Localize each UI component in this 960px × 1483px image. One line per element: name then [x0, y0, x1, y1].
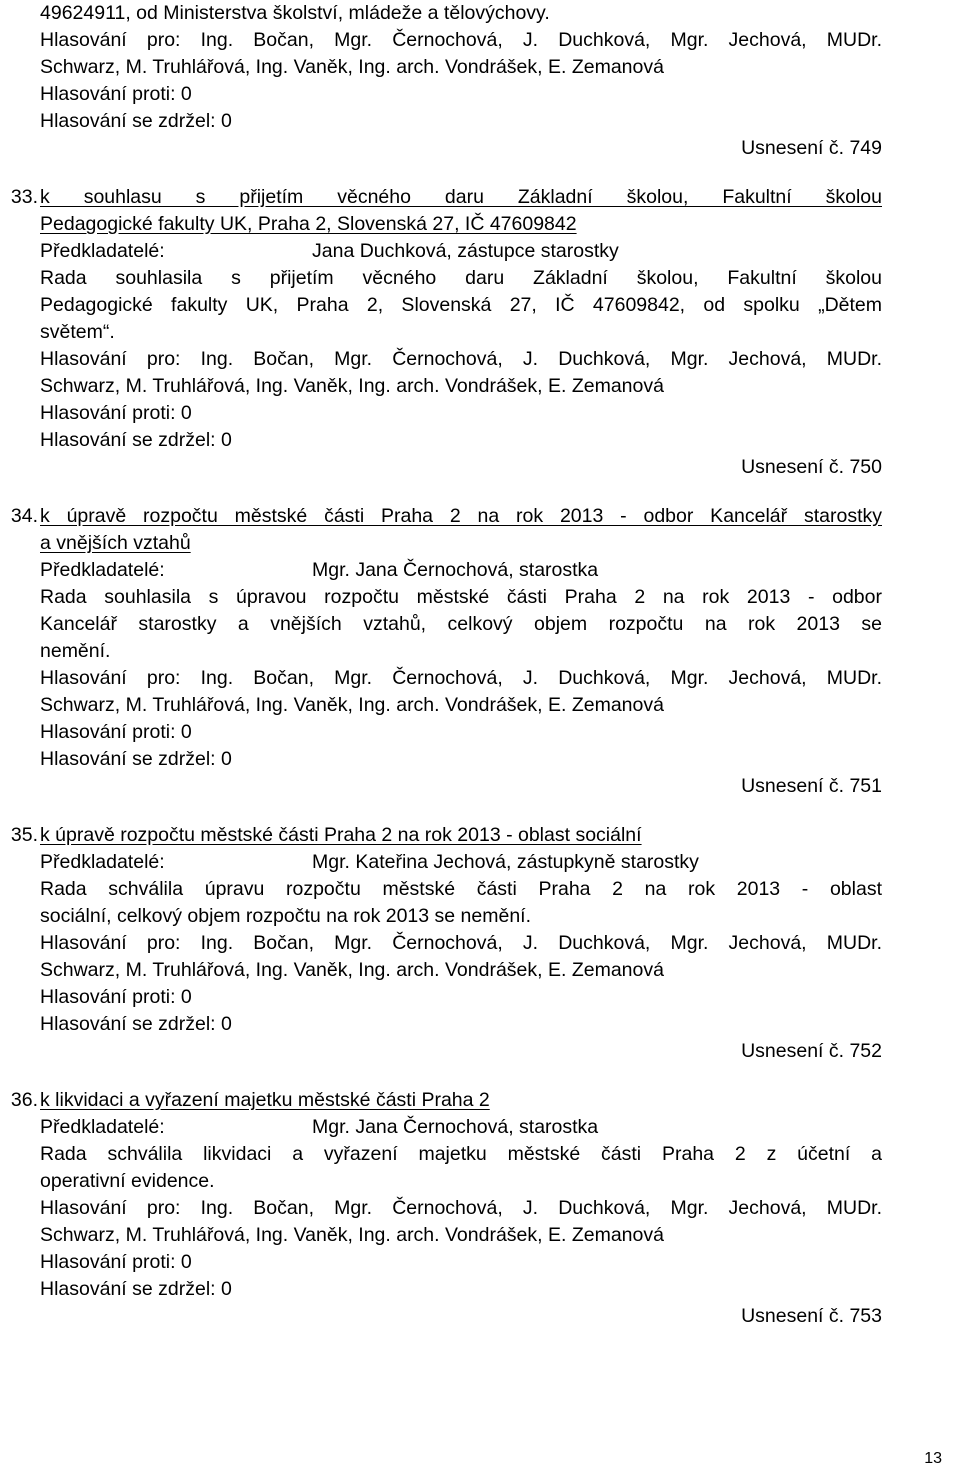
votes-abstained: Hlasování se zdržel: 0: [40, 748, 232, 770]
item-title-line: k úpravě rozpočtu městské části Praha 2 na rok 2013 - odbor Kancelář starostky: [40, 505, 882, 527]
resolution-number: Usnesení č. 750: [741, 456, 882, 478]
resolution-number: Usnesení č. 752: [741, 1040, 882, 1062]
resolution-number: Usnesení č. 749: [741, 137, 882, 159]
votes-for-line-1: Hlasování pro: Ing. Bočan, Mgr. Černochová, J. Duchková, Mgr. Jechová, MUDr.: [40, 29, 882, 51]
item-number: 33.: [10, 186, 38, 208]
presenter-line: [40, 557, 882, 584]
votes-for-line-1: Hlasování pro: Ing. Bočan, Mgr. Černochová, J. Duchková, Mgr. Jechová, MUDr.: [40, 932, 882, 954]
body-line: světem“.: [40, 321, 115, 343]
votes-for-line-2: Schwarz, M. Truhlářová, Ing. Vaněk, Ing. arch. Vondrášek, E. Zemanová: [40, 56, 664, 78]
item-title-line: a vnějších vztahů: [40, 532, 191, 554]
item-number: 36.: [10, 1089, 38, 1111]
presenter-name: Mgr. Jana Černochová, starostka: [312, 559, 599, 581]
votes-against: Hlasování proti: 0: [40, 1251, 192, 1273]
presenter-label: Předkladatelé:: [40, 1116, 165, 1138]
votes-abstained: Hlasování se zdržel: 0: [40, 1013, 232, 1035]
presenter-line: [40, 849, 882, 876]
continuation-line: 49624911, od Ministerstva školství, mládeže a tělovýchovy.: [40, 2, 550, 24]
votes-for-line-2: Schwarz, M. Truhlářová, Ing. Vaněk, Ing. arch. Vondrášek, E. Zemanová: [40, 959, 664, 981]
item-number: 34.: [10, 505, 38, 527]
page-number: 13: [924, 1450, 942, 1467]
body-line: Rada schválila úpravu rozpočtu městské části Praha 2 na rok 2013 - oblast: [40, 878, 882, 900]
votes-against: Hlasování proti: 0: [40, 721, 192, 743]
votes-for-line-2: Schwarz, M. Truhlářová, Ing. Vaněk, Ing. arch. Vondrášek, E. Zemanová: [40, 375, 664, 397]
presenter-name: Mgr. Jana Černochová, starostka: [312, 1116, 599, 1138]
body-line: nemění.: [40, 640, 111, 662]
votes-for-line-1: Hlasování pro: Ing. Bočan, Mgr. Černochová, J. Duchková, Mgr. Jechová, MUDr.: [40, 667, 882, 689]
votes-abstained: Hlasování se zdržel: 0: [40, 110, 232, 132]
body-line: sociální, celkový objem rozpočtu na rok 2013 se nemění.: [40, 905, 532, 927]
votes-against: Hlasování proti: 0: [40, 402, 192, 424]
votes-for-line-1: Hlasování pro: Ing. Bočan, Mgr. Černochová, J. Duchková, Mgr. Jechová, MUDr.: [40, 348, 882, 370]
resolution-number: Usnesení č. 753: [741, 1305, 882, 1327]
votes-for-line-2: Schwarz, M. Truhlářová, Ing. Vaněk, Ing. arch. Vondrášek, E. Zemanová: [40, 1224, 664, 1246]
body-line: Rada souhlasila s úpravou rozpočtu městské části Praha 2 na rok 2013 - odbor: [40, 586, 882, 608]
body-line: Rada souhlasila s přijetím věcného daru Základní školou, Fakultní školou: [40, 267, 882, 289]
item-title-line: Pedagogické fakulty UK, Praha 2, Slovenská 27, IČ 47609842: [40, 213, 577, 235]
presenter-name: Jana Duchková, zástupce starostky: [312, 240, 619, 262]
votes-for-line-1: Hlasování pro: Ing. Bočan, Mgr. Černochová, J. Duchková, Mgr. Jechová, MUDr.: [40, 1197, 882, 1219]
votes-abstained: Hlasování se zdržel: 0: [40, 1278, 232, 1300]
item-number: 35.: [10, 824, 38, 846]
item-title-line: k úpravě rozpočtu městské části Praha 2 na rok 2013 - oblast sociální: [40, 824, 642, 846]
presenter-line: [40, 1114, 882, 1141]
presenter-label: Předkladatelé:: [40, 240, 165, 262]
resolution-number: Usnesení č. 751: [741, 775, 882, 797]
item-title-line: k souhlasu s přijetím věcného daru Základní školou, Fakultní školou: [40, 186, 882, 208]
presenter-name: Mgr. Kateřina Jechová, zástupkyně starostky: [312, 851, 699, 873]
presenter-label: Předkladatelé:: [40, 851, 165, 873]
body-line: Pedagogické fakulty UK, Praha 2, Slovenská 27, IČ 47609842, od spolku „Dětem: [40, 294, 882, 316]
body-line: Rada schválila likvidaci a vyřazení majetku městské části Praha 2 z účetní a: [40, 1143, 882, 1165]
votes-for-line-2: Schwarz, M. Truhlářová, Ing. Vaněk, Ing. arch. Vondrášek, E. Zemanová: [40, 694, 664, 716]
body-line: Kancelář starostky a vnějších vztahů, celkový objem rozpočtu na rok 2013 se: [40, 613, 882, 635]
votes-against: Hlasování proti: 0: [40, 986, 192, 1008]
item-title-line: k likvidaci a vyřazení majetku městské části Praha 2: [40, 1089, 490, 1111]
votes-against: Hlasování proti: 0: [40, 83, 192, 105]
body-line: operativní evidence.: [40, 1170, 215, 1192]
presenter-line: [40, 238, 882, 265]
presenter-label: Předkladatelé:: [40, 559, 165, 581]
votes-abstained: Hlasování se zdržel: 0: [40, 429, 232, 451]
